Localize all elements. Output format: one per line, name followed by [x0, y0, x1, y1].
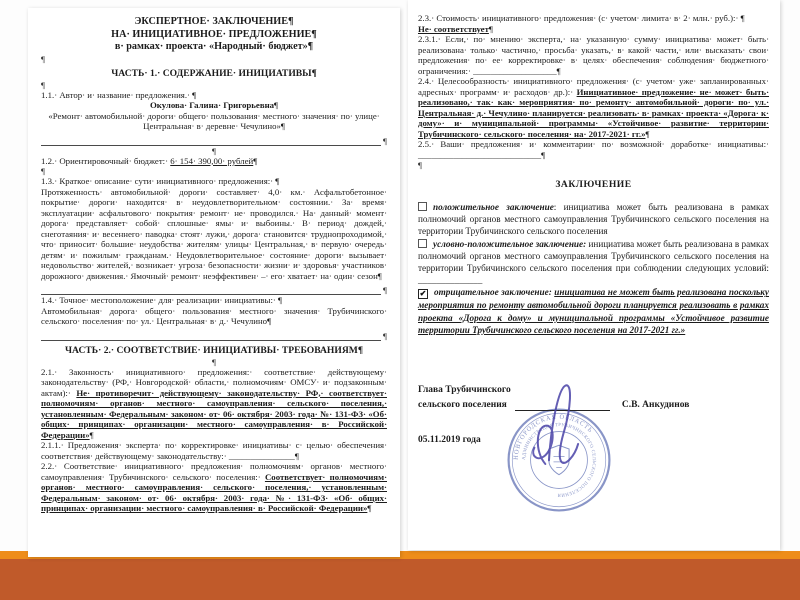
footer-band — [0, 559, 800, 600]
part1-heading — [41, 67, 387, 80]
text-run: ¶ — [556, 65, 561, 76]
left-page-content — [41, 16, 387, 514]
text-run: ___________________ — [473, 65, 557, 76]
separator-rule — [41, 284, 387, 295]
doc-title-line-2 — [41, 29, 387, 42]
text-run: ¶ — [212, 145, 216, 156]
separator-line — [41, 332, 381, 341]
text-run: 1.2.· Ориентировочный· бюджет:· — [41, 155, 171, 166]
handwritten-signature-icon — [518, 372, 600, 474]
text-run: Автомобильная· дорога· общего· пользования· местного· значения· Трубичинского· сельского· поселения· по· ул.· Центральная· в· д.· Чечулино¶ — [41, 305, 387, 327]
conclusion-positive — [418, 201, 769, 238]
checkbox-icon[interactable] — [418, 202, 427, 211]
text-run: 2.4.· Целесообразность· инициативного· предложения· (с· учетом· уже· запланированных· адресных· программ· и· расходов· др.):· — [418, 76, 769, 97]
text-run: : инициатива может быть реализована в рамках полномочий органов местного самоуправления Трубичинского сельского поселения на территории Трубичинского сельского поселения — [418, 202, 769, 237]
item-2-3-cost-label — [418, 13, 769, 24]
text-run: ¶ — [212, 356, 216, 367]
empty-paragraph-mark — [41, 357, 387, 367]
text-run: «Ремонт· автомобильной· дороги· общего· пользования· местного· значения· по· улице· Центральная· в· деревне· Чечулино»¶ — [48, 110, 380, 132]
text-run: 2.1.1.· Предложения· эксперта· по· корректировке· инициативы· с· целью· обеспечения· соответствия· действующему· законодательству:· — [41, 440, 387, 461]
text-run: ¶ — [41, 53, 45, 64]
item-1-3-label — [41, 176, 387, 187]
text-run: 2.3.· Стоимость· инициативного· предложения· (с· учетом· лимита· в· 2· млн.· руб.):· ¶ — [418, 13, 745, 23]
item-1-4-location — [41, 306, 387, 327]
text-run: условно-положительное заключение: — [433, 238, 587, 249]
signature-date: 05.11.2019 года — [418, 435, 481, 446]
text-run: 2.2.· Соответствие· инициативного· предложения· полномочиям· органов· местного· самоуправления· Трубичинского· сельского· поселения:· — [41, 461, 387, 482]
separator-line — [41, 137, 381, 146]
empty-paragraph-mark — [418, 160, 769, 170]
document-page-left — [28, 8, 400, 557]
initiative-title — [41, 111, 387, 132]
text-run: 2.5.· Ваши· предложения· и· комментарии· по· возможной· доработке· инициативы:· — [418, 139, 769, 149]
conclusion-heading — [418, 178, 769, 191]
text-run: ¶ — [645, 128, 650, 139]
author-name — [41, 100, 387, 111]
item-1-2-budget — [41, 156, 387, 167]
conclusion-conditional — [418, 238, 769, 287]
separator-rule — [41, 135, 387, 146]
item-1-4-label — [41, 295, 387, 306]
separator-rule — [41, 330, 387, 341]
text-run: ЗАКЛЮЧЕНИЕ — [555, 179, 632, 190]
text-run: ЧАСТЬ· 1.· СОДЕРЖАНИЕ· ИНИЦИАТИВЫ¶ — [111, 67, 317, 79]
item-1-1-label — [41, 90, 387, 101]
signatory-name: С.В. Анкудинов — [621, 400, 690, 411]
text-run: Протяженность· автомобильной· дороги· составляет· 4,0· км.· Асфальтобетонное· покрытие· дороги· находится· в· неудовлетворительном· состоянии.· За· время· эксплуатации· асфальтового· покрытия· ремонт· не· проводился.· На· данный· момент· дорога· представляет· собой· сплошные· ямы· и· выбоины.· В· период· дождей,· снеготаяния· и· весеннего· паводка· стоят· лужи,· дорога· становится· труднопроходимой,· что· приносит· большие· неудобства· жителям· улицы· Центральная,· в· первую· очередь· детям· и· пожилым· гражданам.· Неудовлетворительное· состояние· дороги· вызывает· недовольство· жителей,· возникает· угроза· безопасности· жизни· и· здоровья· участников· дорожного· движения.· Ямочный· ремонт· неэффективен· –· его· хватает· на· один· сезон¶ — [41, 186, 387, 281]
item-2-3-cost-answer — [418, 24, 769, 35]
text-run: 2.1.· Законность· инициативного· предложения:· соответствие· действующему· законодательству· (РФ,· Новгородской· области,· полномочиям· ОМСУ· и· подзаконным· актам):· — [41, 366, 387, 398]
text-run: 2.3.1.· Если,· по· мнению· эксперта,· на· указанную· сумму· инициатива· может· быть· реализована· только· частично,· просьба· указать,· в· какой· части,· или· высказать· свои· предложения· по· ее· корректировке· в· целях· обеспечения· соблюдения· бюджетного· ограничения:· — [418, 34, 769, 76]
text-run: ______________ — [418, 275, 483, 286]
document-page-right — [408, 0, 780, 550]
doc-title-line-1 — [41, 16, 387, 29]
text-run: Соответствует· полномочиям· органов· местного· самоуправления· сельского· поселения,· установленным· Федеральным· законом· от· 06· октября· 2003· года· №· 131-ФЗ· «Об· общих· принципах· организации· местного· самоуправления· в· Российской· Федерации» — [41, 471, 387, 514]
signatory-title-line1: Глава Трубичинского — [418, 385, 511, 396]
signatory-title-line2: сельского поселения — [418, 400, 507, 411]
stamp-outer-text: НОВГОРОДСКАЯ ОБЛАСТЬ — [512, 413, 595, 461]
text-run: в· рамках· проекта· «Народный· бюджет»¶ — [114, 41, 314, 53]
conclusion-negative — [418, 286, 769, 336]
text-run: положительное заключение — [433, 202, 554, 212]
text-run: НА· ИНИЦИАТИВНОЕ· ПРЕДЛОЖЕНИЕ¶ — [111, 28, 317, 40]
text-run: ¶ — [541, 149, 546, 160]
item-2-4-expediency — [418, 76, 769, 139]
text-run: инициатива может быть реализована в рамках полномочий органов местного самоуправления Трубичинского сельского поселения на территории Трубичинского сельского поселения при соблюдении следующих условий: — [418, 238, 769, 274]
text-run: ¶ — [294, 450, 299, 461]
text-run: ЧАСТЬ· 2.· СООТВЕТСТВИЕ· ИНИЦИАТИВЫ· ТРЕБОВАНИЯМ¶ — [64, 344, 364, 356]
right-page-content — [418, 13, 769, 336]
checkbox-icon[interactable] — [418, 239, 427, 248]
text-run: ¶ — [488, 23, 493, 34]
doc-title-line-3 — [41, 41, 387, 54]
empty-paragraph-mark — [41, 146, 387, 156]
empty-paragraph-mark — [41, 166, 387, 176]
pilcrow-mark: ¶ — [383, 135, 387, 146]
text-run: Инициативное· предложение· не· может· быть· реализовано,· так· как· мероприятия· по· ремонту· автомобильной· дороги· по· ул.· Центральная· д.· Чечулино· планируется· реализовать· в· рамках· проекта· «Дорога· к· дому»· и· муниципальной· программы· «Устойчивое· развитие· территории· Трубичинского· сельского· поселения· на· 2017-2021· гг.» — [418, 86, 770, 139]
text-run: 6· 154· 390,00· рублей — [170, 155, 254, 166]
text-run: ¶ — [367, 503, 372, 514]
text-run: 1.4.· Точное· местоположение· для· реализации· инициативы:· ¶ — [41, 295, 283, 306]
pilcrow-mark: ¶ — [383, 330, 387, 341]
text-run: Не· соответствует — [418, 23, 489, 34]
text-run: ¶ — [41, 166, 45, 177]
text-run: отрицательное заключение: — [434, 287, 555, 298]
text-run: ¶ — [253, 155, 258, 166]
text-run: инициатива не может быть реализована поскольку мероприятия по ремонту автомобильной дороги планируется реализовать в рамках проекта «Дорога к дому» и муниципальной программы «Устойчивое развитие территории Трубичинского сельского поселения на 2017-2021 гг.» — [418, 287, 769, 335]
item-2-1-1-expert-suggestions — [41, 440, 387, 461]
text-run: ____________________________ — [418, 149, 542, 160]
item-2-1-legality — [41, 367, 387, 441]
checkbox-checked-icon[interactable]: ✔ — [419, 289, 427, 299]
item-2-3-1-partial — [418, 34, 769, 76]
stamp-inner-text: АДМИНИСТРАЦИЯ ТРУБИЧИНСКОГО СЕЛЬСКОГО ПОСЕЛЕНИЯ — [522, 423, 596, 497]
item-2-2-authority — [41, 461, 387, 514]
item-2-5-comments — [418, 139, 769, 160]
text-run: ¶ — [418, 160, 422, 170]
text-run: Окулова· Галина· Григорьевна — [149, 100, 275, 111]
item-1-3-description — [41, 187, 387, 282]
empty-paragraph-mark — [41, 54, 387, 64]
text-run: Не· противоречит· действующему· законодательству· РФ,· соответствует· полномочиям· органов· местного· самоуправления· сельского· поселения,· установленным· Федеральным· законом· от· 06· октября· 2003· года· №· 131-ФЗ· «Об· общих· принципах· организации· местного· самоуправления· в· Российской· Федерации» — [41, 387, 387, 440]
text-run: ¶ — [274, 100, 279, 111]
text-run: _______________ — [228, 450, 295, 461]
pilcrow-mark: ¶ — [383, 285, 387, 296]
text-run: 1.1.· Автор· и· название· предложения.· ¶ — [41, 89, 197, 100]
empty-paragraph-mark — [41, 80, 387, 90]
text-run: ¶ — [41, 79, 45, 90]
text-run: ЭКСПЕРТНОЕ· ЗАКЛЮЧЕНИЕ¶ — [134, 16, 294, 27]
text-run: ¶ — [89, 429, 94, 440]
part2-heading — [41, 344, 387, 357]
text-run: 1.3.· Краткое· описание· сути· инициативного· предложения:· ¶ — [41, 176, 280, 187]
separator-line — [41, 286, 381, 295]
